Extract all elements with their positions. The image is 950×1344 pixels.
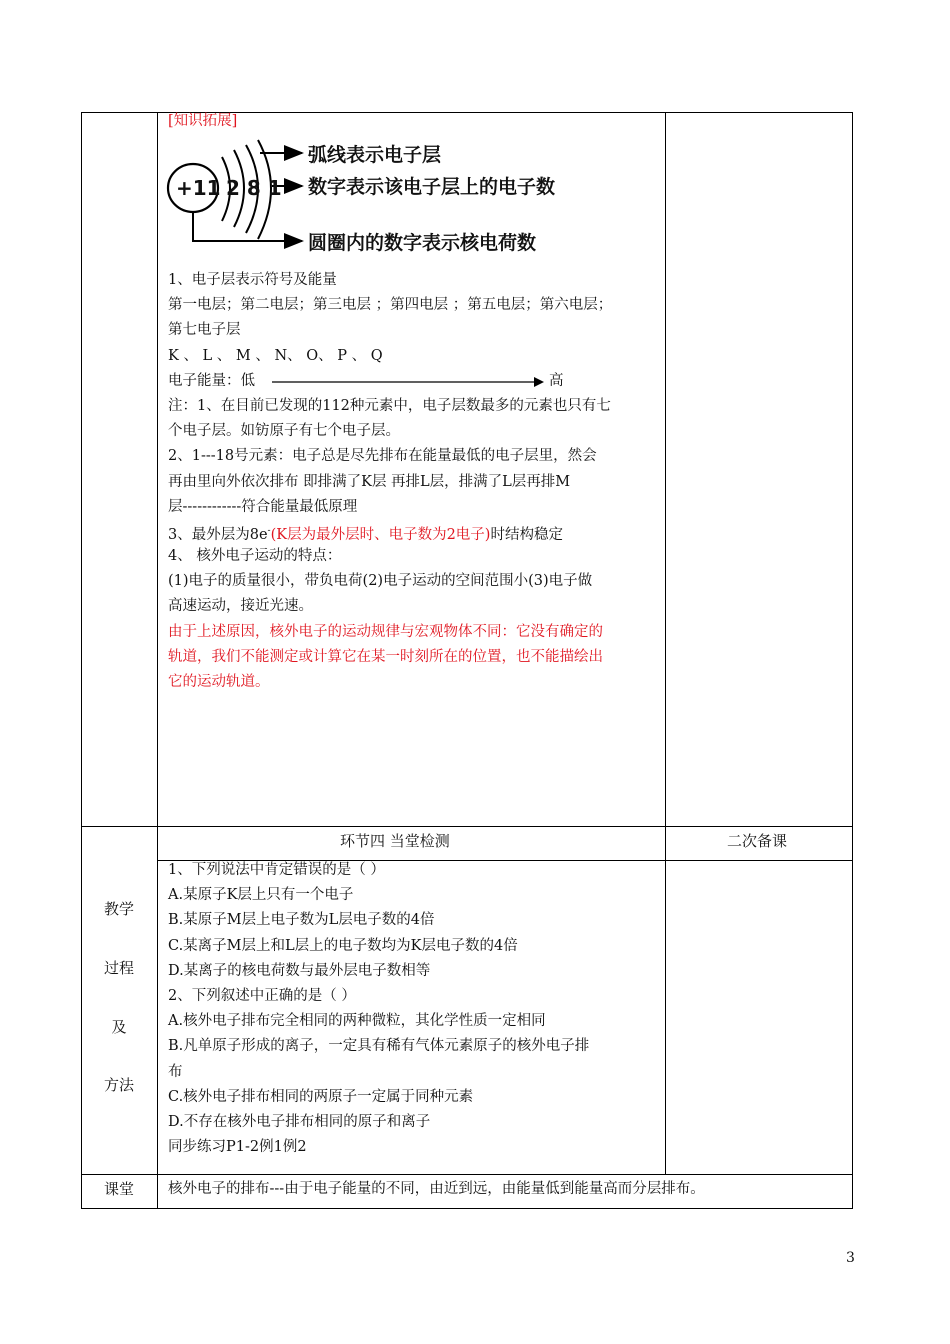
stable-suffix: 时结构稳定 (490, 526, 563, 543)
section2-header: 环节四 当堂检测 (340, 832, 450, 850)
row-divider-1 (81, 826, 853, 827)
stable-red-note: (K层为最外层时、电子数为2电子) (270, 526, 491, 543)
text-line: 4、 核外电子运动的特点： (168, 548, 342, 564)
text-line: 由于上述原因，核外电子的运动规律与宏观物体不同：它没有确定的 (168, 623, 603, 640)
row-divider-2 (81, 1174, 853, 1175)
text-line: D.不存在核外电子排布相同的原子和离子 (168, 1114, 431, 1130)
text-line: C.核外电子排布相同的两原子一定属于同种元素 (168, 1088, 474, 1105)
knowledge-extension-title: [知识拓展] (168, 113, 238, 129)
energy-high-label: 高 (549, 373, 564, 389)
text-line: B.某原子M层上电子数为L层电子数的4倍 (168, 912, 435, 929)
stable-superscript: - (267, 526, 271, 536)
column-divider-right (665, 112, 666, 1174)
summary-text: 核外电子的排布---由于电子能量的不同，由近到远，由能量低到能量高而分层排布。 (168, 1181, 705, 1197)
text-line: 高速运动，接近光速。 (168, 598, 313, 615)
text-line: A.核外电子排布完全相同的两种微粒，其化学性质一定相同 (168, 1013, 546, 1030)
text-line: B.凡单原子形成的离子，一定具有稀有气体元素原子的核外电子排 (168, 1038, 590, 1055)
text-line: 第七电子层 (168, 322, 241, 339)
label-arc-meaning: 弧线表示电子层 (308, 144, 442, 166)
label-number-meaning: 数字表示该电子层上的电子数 (308, 176, 556, 198)
text-line: 布 (168, 1063, 183, 1080)
stable-prefix: 3、最外层为8e (168, 526, 268, 543)
text-line: 2、1---18号元素：电子总是尽先排布在能量最低的电子层里，然会 (168, 448, 597, 465)
text-line: 注：1、在目前已发现的112种元素中，电子层数最多的元素也只有七 (168, 398, 611, 414)
text-line: 个电子层。如钫原子有七个电子层。 (168, 423, 400, 440)
left-label-teaching: 教学 (103, 900, 134, 918)
column-divider-left (157, 112, 158, 1209)
text-line: A.某原子K层上只有一个电子 (168, 887, 354, 904)
left-label-and: 及 (111, 1018, 127, 1036)
second-preparation-header: 二次备课 (727, 832, 788, 850)
text-line: 电子能量：低 (168, 372, 255, 389)
text-line: 1、下列说法中肯定错误的是（ ） (168, 862, 385, 878)
text-line: (1)电子的质量很小，带负电荷(2)电子运动的空间范围小(3)电子做 (168, 573, 593, 590)
shell-electron-numbers: 2 8 1 (226, 176, 282, 200)
text-line: K 、 L 、 M 、 N、 O、 P 、 Q (168, 347, 383, 364)
energy-arrow (272, 375, 544, 389)
text-line: 轨道，我们不能测定或计算它在某一时刻所在的位置，也不能描绘出 (168, 648, 603, 665)
text-line: C.某离子M层上和L层上的电子数均为K层电子数的4倍 (168, 937, 518, 954)
text-line: 2、下列叙述中正确的是（ ） (168, 988, 356, 1004)
nucleus-charge: +11 (176, 176, 221, 200)
text-line: 1、电子层表示符号及能量 (168, 272, 337, 288)
text-line: 层------------符合能量最低原理 (168, 498, 358, 515)
text-line: 同步练习P1-2例1例2 (168, 1139, 307, 1156)
arrow-circle (193, 212, 302, 241)
text-line: 再由里向外依次排布 即排满了K层 再排L层，排满了L层再排M (168, 473, 571, 490)
left-label-method: 方法 (103, 1076, 134, 1094)
label-circle-meaning: 圆圈内的数字表示核电荷数 (308, 232, 537, 254)
left-label-process: 过程 (103, 959, 134, 977)
text-line: 它的运动轨道。 (168, 674, 270, 690)
left-label-class: 课堂 (103, 1180, 134, 1198)
page-number: 3 (846, 1250, 855, 1266)
text-line: 第一电层；第二电层；第三电层 ；第四电层 ；第五电层；第六电层； (168, 297, 613, 314)
text-line: D.某离子的核电荷数与最外层电子数相等 (168, 962, 431, 979)
